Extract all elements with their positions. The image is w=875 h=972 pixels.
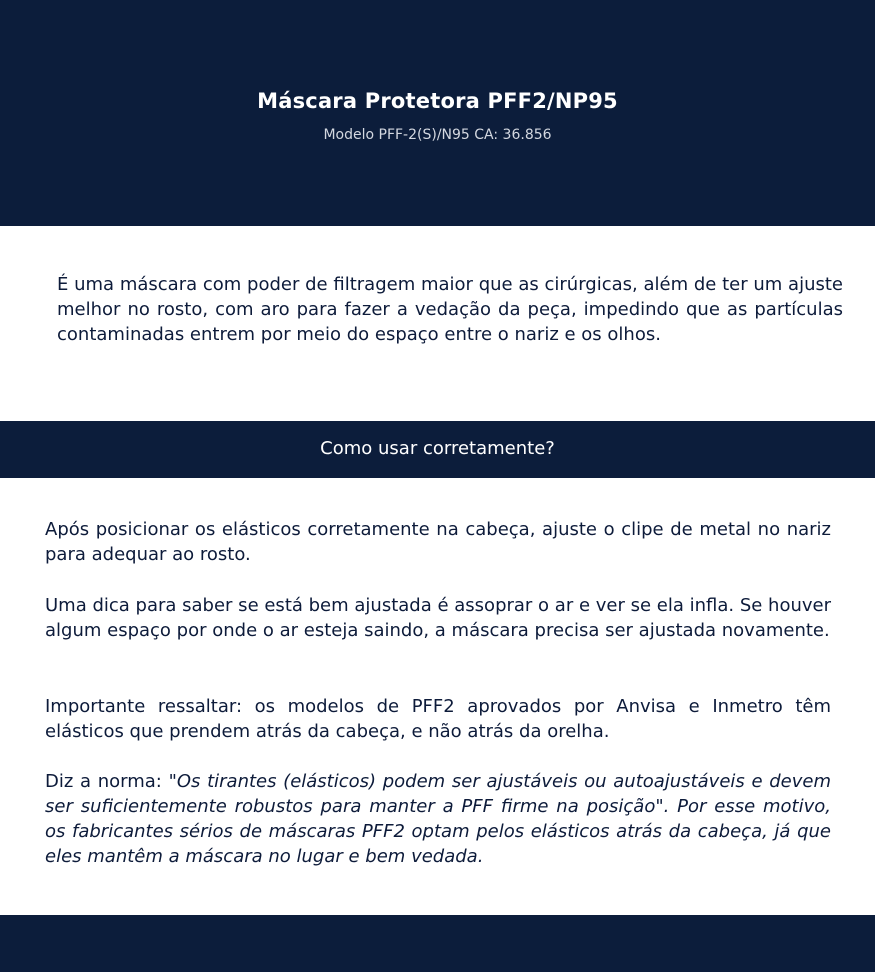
page-title: Máscara Protetora PFF2/NP95 <box>257 89 618 113</box>
footer-band <box>0 915 875 972</box>
page-subtitle: Modelo PFF-2(S)/N95 CA: 36.856 <box>323 127 552 143</box>
norm-quote: "Os tirantes (elásticos) podem ser ajustáveis ou autoajustáveis e devem ser suficientemente robustos para manter a PFF firme na posição". Por esse motivo, os fabricantes sérios de máscaras PFF2 optam pelos elásticos atrás da cabeça, já que eles mantêm a máscara no lugar e bem vedada. <box>45 771 832 867</box>
section-title: Como usar corretamente? <box>320 438 555 459</box>
intro-paragraph: É uma máscara com poder de filtragem maior que as cirúrgicas, além de ter um ajuste melhor no rosto, com aro para fazer a vedação da peça, impedindo que as partículas contaminadas entrem por meio do espaço entre o nariz e os olhos. <box>57 274 843 345</box>
section-header-band <box>0 421 875 478</box>
usage-paragraph-2: Uma dica para saber se está bem ajustada é assoprar o ar e ver se ela infla. Se houver algum espaço por onde o ar esteja saindo, a máscara precisa ser ajustada novamente. <box>45 595 831 641</box>
header-banner <box>0 0 875 226</box>
norm-paragraph <box>45 769 831 869</box>
norm-lead: Diz a norma: <box>45 771 169 792</box>
usage-paragraph-1: Após posicionar os elásticos corretamente na cabeça, ajuste o clipe de metal no nariz para adequar ao rosto. <box>45 519 831 565</box>
usage-paragraph-3: Importante ressaltar: os modelos de PFF2 aprovados por Anvisa e Inmetro têm elásticos que prendem atrás da cabeça, e não atrás da orelha. <box>45 696 831 742</box>
